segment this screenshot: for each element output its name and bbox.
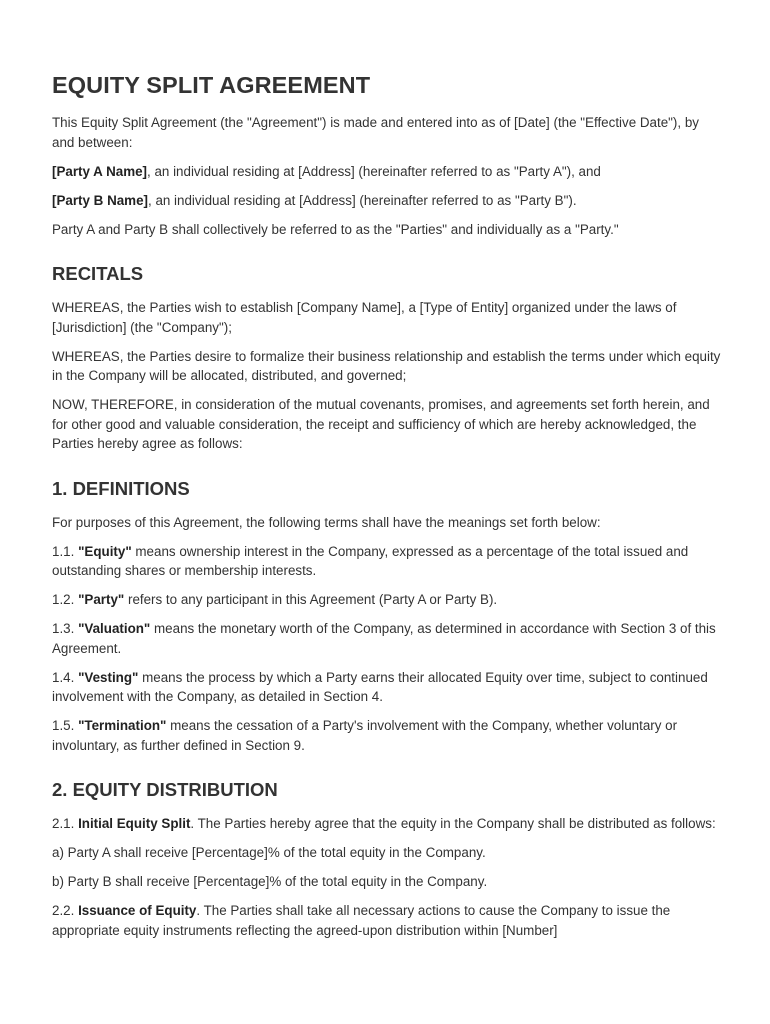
equity-item-b: b) Party B shall receive [Percentage]% of the total equity in the Company. <box>52 874 488 889</box>
section-number: 2.2. <box>52 903 79 918</box>
definition-term: "Termination" <box>78 718 167 733</box>
party-b-text: , an individual residing at [Address] (hereinafter referred to as "Party B"). <box>148 192 577 208</box>
definition-term: "Party" <box>78 592 125 607</box>
party-b-paragraph <box>52 191 722 211</box>
equity-heading: 2. EQUITY DISTRIBUTION <box>52 779 278 800</box>
section-text: . The Parties shall take all necessary actions to cause the Company to issue the appropriate equity instruments reflecting the agreed-upon distribution within [Number] <box>52 903 671 938</box>
definition-text: means ownership interest in the Company, expressed as a percentage of the total issued and outstanding shares or membership interests. <box>52 543 689 578</box>
section-term: Issuance of Equity <box>78 903 197 918</box>
recitals-heading: RECITALS <box>52 263 144 284</box>
recitals-paragraph-2: WHEREAS, the Parties desire to formalize their business relationship and establish the terms under which equity in the Company will be allocated, distributed, and governed; <box>52 348 721 383</box>
party-a-paragraph <box>52 162 722 182</box>
definition-text: means the monetary worth of the Company, as determined in accordance with Section 3 of this Agreement. <box>52 621 716 656</box>
definition-item <box>52 619 722 658</box>
definition-number: 1.5. <box>52 718 79 733</box>
section-text: . The Parties hereby agree that the equity in the Company shall be distributed as follows: <box>190 816 716 831</box>
definitions-heading: 1. DEFINITIONS <box>52 477 190 499</box>
section-number: 2.1. <box>52 816 79 831</box>
definition-term: "Valuation" <box>78 621 151 636</box>
definition-text: means the process by which a Party earns their allocated Equity over time, subject to continued involvement with the Company, as detailed in Section 4. <box>52 669 708 704</box>
definition-number: 1.1. <box>52 543 79 559</box>
recitals-paragraph-1: WHEREAS, the Parties wish to establish [Company Name], a [Type of Entity] organized under the laws of [Jurisdiction] (the "Company"); <box>52 300 677 335</box>
document-content <box>52 70 722 940</box>
definition-item <box>52 542 722 581</box>
equity-section-2-2 <box>52 901 722 940</box>
section-term: Initial Equity Split <box>78 816 191 831</box>
definition-number: 1.3. <box>52 621 79 636</box>
party-b-name: [Party B Name] <box>52 192 148 208</box>
definition-item <box>52 590 722 610</box>
definition-text: means the cessation of a Party's involvement with the Company, whether voluntary or involuntary, as further defined in Section 9. <box>52 718 678 753</box>
definition-text: refers to any participant in this Agreement (Party A or Party B). <box>124 592 498 607</box>
intro-paragraph: This Equity Split Agreement (the "Agreement") is made and entered into as of [Date] (the "Effective Date"), by and between: <box>52 115 699 150</box>
definition-term: "Equity" <box>78 543 132 559</box>
document-title: EQUITY SPLIT AGREEMENT <box>52 72 371 98</box>
equity-section-2-1 <box>52 814 722 834</box>
collective-paragraph: Party A and Party B shall collectively be referred to as the "Parties" and individually as a "Party." <box>52 221 619 237</box>
party-a-text: , an individual residing at [Address] (hereinafter referred to as "Party A"), and <box>147 163 601 179</box>
definition-item <box>52 668 722 707</box>
recitals-paragraph-3: NOW, THEREFORE, in consideration of the mutual covenants, promises, and agreements set forth herein, and for other good and valuable consideration, the receipt and sufficiency of which are hereby acknowledged, the Parties hereby agree as follows: <box>52 397 710 451</box>
party-a-name: [Party A Name] <box>52 163 148 179</box>
equity-item-a: a) Party A shall receive [Percentage]% of the total equity in the Company. <box>52 845 486 860</box>
definition-number: 1.4. <box>52 669 79 685</box>
definition-item <box>52 716 722 755</box>
definition-term: "Vesting" <box>78 669 139 685</box>
definition-number: 1.2. <box>52 592 79 607</box>
definitions-intro: For purposes of this Agreement, the following terms shall have the meanings set forth below: <box>52 514 601 530</box>
